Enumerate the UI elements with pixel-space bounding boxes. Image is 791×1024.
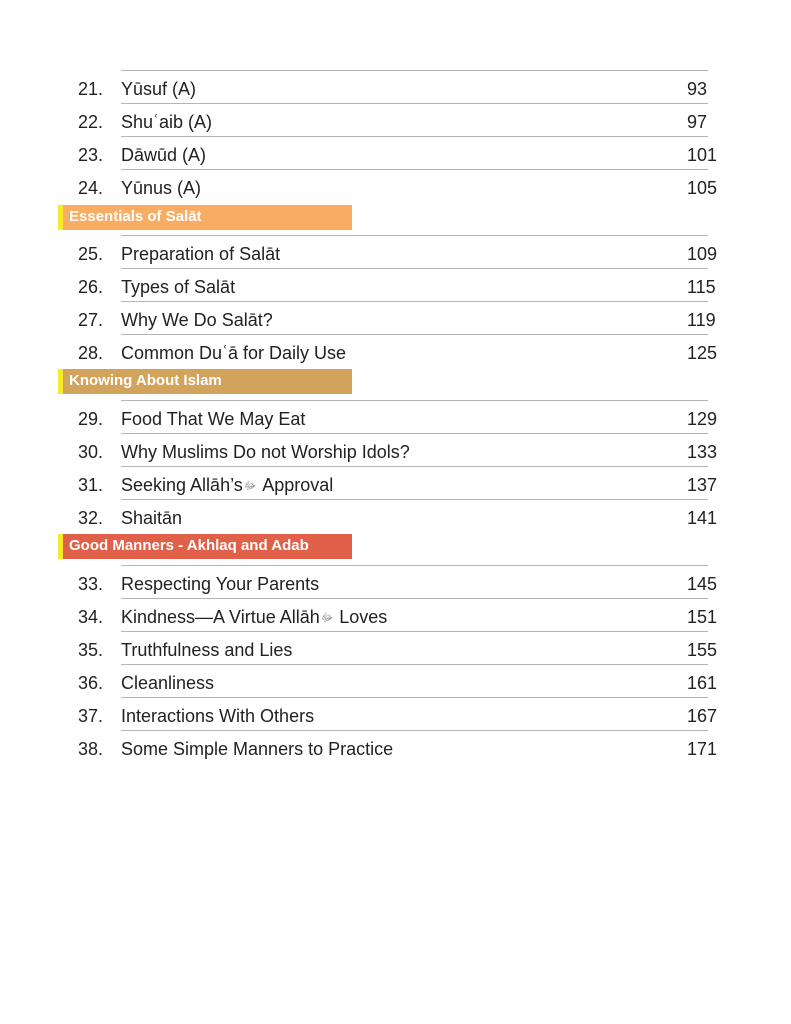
entry-number: 37. — [78, 706, 104, 726]
entry-title: Yūnus (A) — [121, 178, 202, 198]
entry-title: Preparation of Salāt — [121, 244, 281, 264]
entry-number: 28. — [78, 343, 104, 363]
entry-divider — [121, 697, 708, 698]
toc-entry[interactable] — [0, 136, 791, 169]
entry-page: 125 — [687, 343, 718, 363]
entry-number: 25. — [78, 244, 104, 264]
toc-entry[interactable] — [0, 103, 791, 136]
toc-entry[interactable] — [0, 169, 791, 202]
entry-number: 33. — [78, 574, 104, 594]
entry-number: 29. — [78, 409, 104, 429]
entry-number: 22. — [78, 112, 104, 132]
entry-title: Interactions With Others — [121, 706, 315, 726]
entry-number: 23. — [78, 145, 104, 165]
entry-title: Types of Salāt — [121, 277, 236, 297]
entry-title — [121, 475, 333, 496]
entry-number: 24. — [78, 178, 104, 198]
entry-divider — [121, 334, 708, 335]
entry-divider — [121, 235, 708, 236]
entry-title-part: Seeking Allāh’s — [121, 475, 243, 495]
entry-divider — [121, 103, 708, 104]
entry-title: Common Duʿā for Daily Use — [121, 343, 347, 363]
entry-page: 141 — [687, 508, 718, 528]
entry-number: 30. — [78, 442, 104, 462]
entry-number: 34. — [78, 607, 104, 627]
section-heading-essentials-of-salat — [58, 205, 352, 230]
entry-number: 26. — [78, 277, 104, 297]
entry-divider — [121, 268, 708, 269]
entry-page: 105 — [687, 178, 718, 198]
entry-title: Cleanliness — [121, 673, 215, 693]
entry-number: 32. — [78, 508, 104, 528]
toc-entry[interactable] — [0, 466, 791, 499]
entry-title-part: Loves — [334, 607, 388, 627]
section-heading-label: Knowing About Islam — [69, 372, 222, 389]
toc-entry[interactable] — [0, 433, 791, 466]
section-heading-label: Good Manners - Akhlaq and Adab — [69, 537, 309, 554]
entry-title — [121, 607, 387, 628]
entry-page: 171 — [687, 739, 718, 759]
entry-divider — [121, 70, 708, 71]
entry-divider — [121, 169, 708, 170]
entry-page: 119 — [687, 310, 716, 330]
entry-number: 36. — [78, 673, 104, 693]
toc-entry[interactable] — [0, 70, 791, 103]
entry-title-part: Approval — [257, 475, 334, 495]
entry-page: 145 — [687, 574, 718, 594]
entry-divider — [121, 631, 708, 632]
entry-title: Why We Do Salāt? — [121, 310, 273, 330]
entry-page: 133 — [687, 442, 718, 462]
entry-title: Shaitān — [121, 508, 183, 528]
entry-page: 97 — [687, 112, 708, 132]
entry-page: 109 — [687, 244, 718, 264]
entry-title: Yūsuf (A) — [121, 79, 197, 99]
toc-entry[interactable] — [0, 631, 791, 664]
entry-page: 151 — [687, 607, 718, 627]
entry-divider — [121, 730, 708, 731]
honorific-glyph-icon: ﷻ — [320, 612, 334, 624]
entry-page: 93 — [687, 79, 708, 99]
entry-page: 155 — [687, 640, 718, 660]
toc-entry[interactable] — [0, 664, 791, 697]
entry-number: 38. — [78, 739, 104, 759]
toc-entry[interactable] — [0, 697, 791, 730]
entry-title: Some Simple Manners to Practice — [121, 739, 394, 759]
entry-page: 137 — [687, 475, 718, 495]
entry-title: Respecting Your Parents — [121, 574, 320, 594]
entry-number: 31. — [78, 475, 104, 495]
toc-entry[interactable] — [0, 565, 791, 598]
section-heading-knowing-about-islam — [58, 369, 352, 394]
entry-number: 27. — [78, 310, 104, 330]
entry-divider — [121, 598, 708, 599]
entry-title-part: Kindness—A Virtue Allāh — [121, 607, 320, 627]
entry-title: Food That We May Eat — [121, 409, 306, 429]
entry-title: Truthfulness and Lies — [121, 640, 293, 660]
entry-number: 21. — [78, 79, 104, 99]
entry-divider — [121, 400, 708, 401]
entry-title: Why Muslims Do not Worship Idols? — [121, 442, 410, 462]
entry-page: 101 — [687, 145, 718, 165]
entry-page: 161 — [687, 673, 718, 693]
toc-entry[interactable] — [0, 499, 791, 532]
entry-divider — [121, 466, 708, 467]
entry-page: 167 — [687, 706, 718, 726]
entry-divider — [121, 664, 708, 665]
entry-divider — [121, 301, 708, 302]
entry-divider — [121, 136, 708, 137]
entry-page: 115 — [687, 277, 716, 297]
entry-divider — [121, 499, 708, 500]
section-heading-label: Essentials of Salāt — [69, 208, 202, 225]
entry-title: Shuʿaib (A) — [121, 112, 213, 132]
entry-divider — [121, 433, 708, 434]
honorific-glyph-icon: ﷻ — [243, 480, 257, 492]
toc-entry[interactable] — [0, 400, 791, 433]
entry-title: Dāwūd (A) — [121, 145, 207, 165]
section-heading-good-manners — [58, 534, 352, 559]
entry-number: 35. — [78, 640, 104, 660]
toc-entry[interactable] — [0, 301, 791, 334]
entry-page: 129 — [687, 409, 718, 429]
toc-entry[interactable] — [0, 235, 791, 268]
toc-entry[interactable] — [0, 730, 791, 763]
toc-entry[interactable] — [0, 334, 791, 367]
entry-divider — [121, 565, 708, 566]
toc-entry[interactable] — [0, 268, 791, 301]
toc-entry[interactable] — [0, 598, 791, 631]
